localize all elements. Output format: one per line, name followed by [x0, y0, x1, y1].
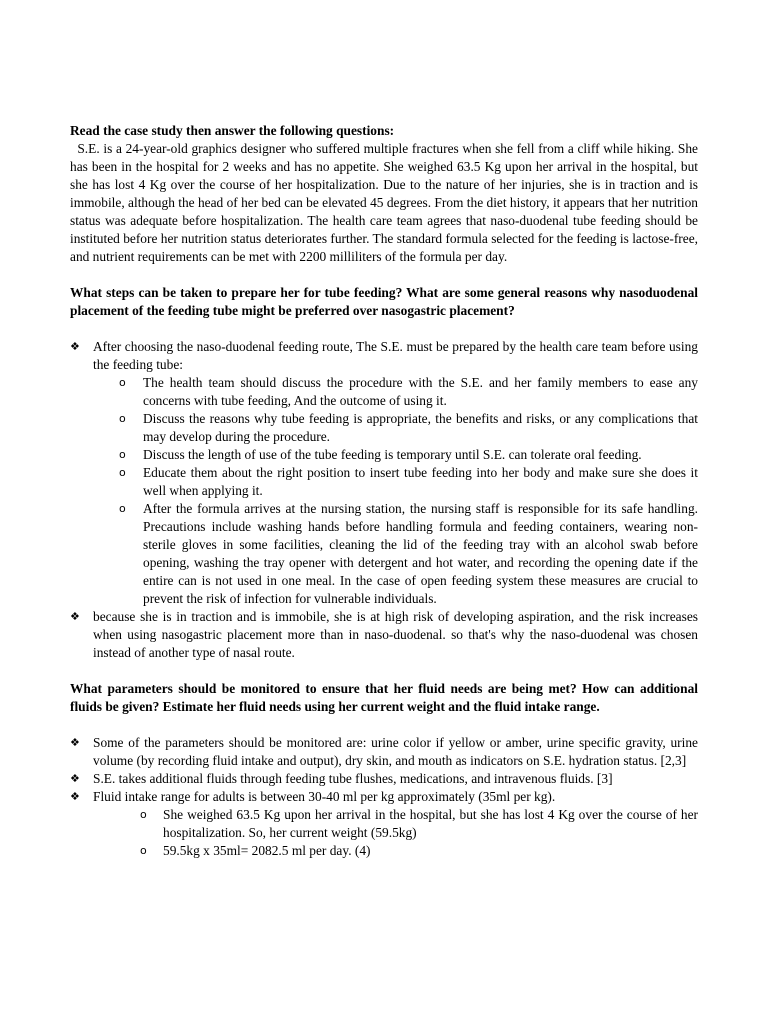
- diamond-bullet-icon: ❖: [70, 736, 80, 749]
- bullet-text: Some of the parameters should be monitored are: urine color if yellow or amber, urine specific gravity, urine volume (by recording fluid intake and output), dry skin, and mouth as indicators on S.E. hydration status. [2,3]: [93, 735, 698, 768]
- diamond-bullet-icon: ❖: [70, 772, 80, 785]
- sub-bullet-text: Discuss the reasons why tube feeding is appropriate, the benefits and risks, or any complications that may develop during the procedure.: [143, 411, 698, 444]
- sub-bullet-item: [70, 446, 698, 464]
- sub-bullet-text: 59.5kg x 35ml= 2082.5 ml per day. (4): [163, 843, 371, 858]
- bullet-item: [70, 608, 698, 662]
- circle-bullet-icon: o: [119, 502, 126, 515]
- sub-bullet-item: [70, 410, 698, 446]
- bullet-item: [70, 338, 698, 374]
- circle-bullet-icon: o: [140, 808, 147, 821]
- circle-bullet-icon: o: [119, 376, 126, 389]
- diamond-bullet-icon: ❖: [70, 610, 80, 623]
- circle-bullet-icon: o: [140, 844, 147, 857]
- diamond-bullet-icon: ❖: [70, 790, 80, 803]
- sub-bullet-text: Discuss the length of use of the tube feeding is temporary until S.E. can tolerate oral feeding.: [143, 447, 642, 462]
- case-study-text: S.E. is a 24-year-old graphics designer who suffered multiple fractures when she fell from a cliff while hiking. She has been in the hospital for 2 weeks and has no appetite. She weighed 63.5 Kg upon her arrival in the hospital, but she has lost 4 Kg over the course of her hospitalization. Due to the nature of her injuries, she is in traction and is immobile, although the head of her bed can be elevated 45 degrees. From the diet history, it appears that her nutrition status was adequate before hospitalization. The health care team agrees that naso-duodenal tube feeding should be instituted before her nutrition status deteriorates further. The standard formula selected for the feeding is lactose-free, and nutrient requirements can be met with 2200 milliliters of the formula per day.: [70, 141, 698, 264]
- document-body: [70, 122, 698, 860]
- question-2: What parameters should be monitored to ensure that her fluid needs are being met? How can additional fluids be given? Estimate her fluid needs using her current weight and the fluid intake range.: [70, 681, 698, 714]
- sub-bullet-item: [70, 464, 698, 500]
- sub-bullet-item: [70, 842, 698, 860]
- case-study-paragraph: [70, 140, 698, 266]
- sub-bullet-text: Educate them about the right position to insert tube feeding into her body and make sure she does it well when applying it.: [143, 465, 698, 498]
- circle-bullet-icon: o: [119, 448, 126, 461]
- circle-bullet-icon: o: [119, 466, 126, 479]
- bullet-item: [70, 734, 698, 770]
- circle-bullet-icon: o: [119, 412, 126, 425]
- sub-bullet-text: After the formula arrives at the nursing station, the nursing staff is responsible for its safe handling. Precautions include washing hands before handling formula and feeding containers, wearing non-sterile gloves in some facilities, cleaning the lid of the feeding tray with an alcohol swab before opening, washing the tray opener with detergent and hot water, and recording the opening date if the entire can is not used in one meal. In the case of open feeding system these measures are crucial to prevent the risk of infection for vulnerable individuals.: [143, 501, 698, 606]
- bullet-item: [70, 788, 698, 806]
- question-1: What steps can be taken to prepare her for tube feeding? What are some general reasons why nasoduodenal placement of the feeding tube might be preferred over nasogastric placement?: [70, 285, 698, 318]
- sub-bullet-item: [70, 374, 698, 410]
- bullet-text: because she is in traction and is immobile, she is at high risk of developing aspiration, and the risk increases when using nasogastric placement more than in naso-duodenal. so that's why the naso-duodenal was chosen instead of another type of nasal route.: [93, 609, 698, 660]
- instructions-heading: Read the case study then answer the following questions:: [70, 123, 395, 138]
- bullet-text: S.E. takes additional fluids through feeding tube flushes, medications, and intravenous fluids. [3]: [93, 771, 613, 786]
- sub-bullet-text: The health team should discuss the procedure with the S.E. and her family members to ease any concerns with tube feeding, And the outcome of using it.: [143, 375, 698, 408]
- bullet-item: [70, 770, 698, 788]
- diamond-bullet-icon: ❖: [70, 340, 80, 353]
- sub-bullet-item: [70, 500, 698, 608]
- bullet-text: Fluid intake range for adults is between 30-40 ml per kg approximately (35ml per kg).: [93, 789, 556, 804]
- bullet-text: After choosing the naso-duodenal feeding route, The S.E. must be prepared by the health care team before using the feeding tube:: [93, 339, 698, 372]
- sub-bullet-text: She weighed 63.5 Kg upon her arrival in the hospital, but she has lost 4 Kg over the course of her hospitalization. So, her current weight (59.5kg): [163, 807, 698, 840]
- sub-bullet-item: [70, 806, 698, 842]
